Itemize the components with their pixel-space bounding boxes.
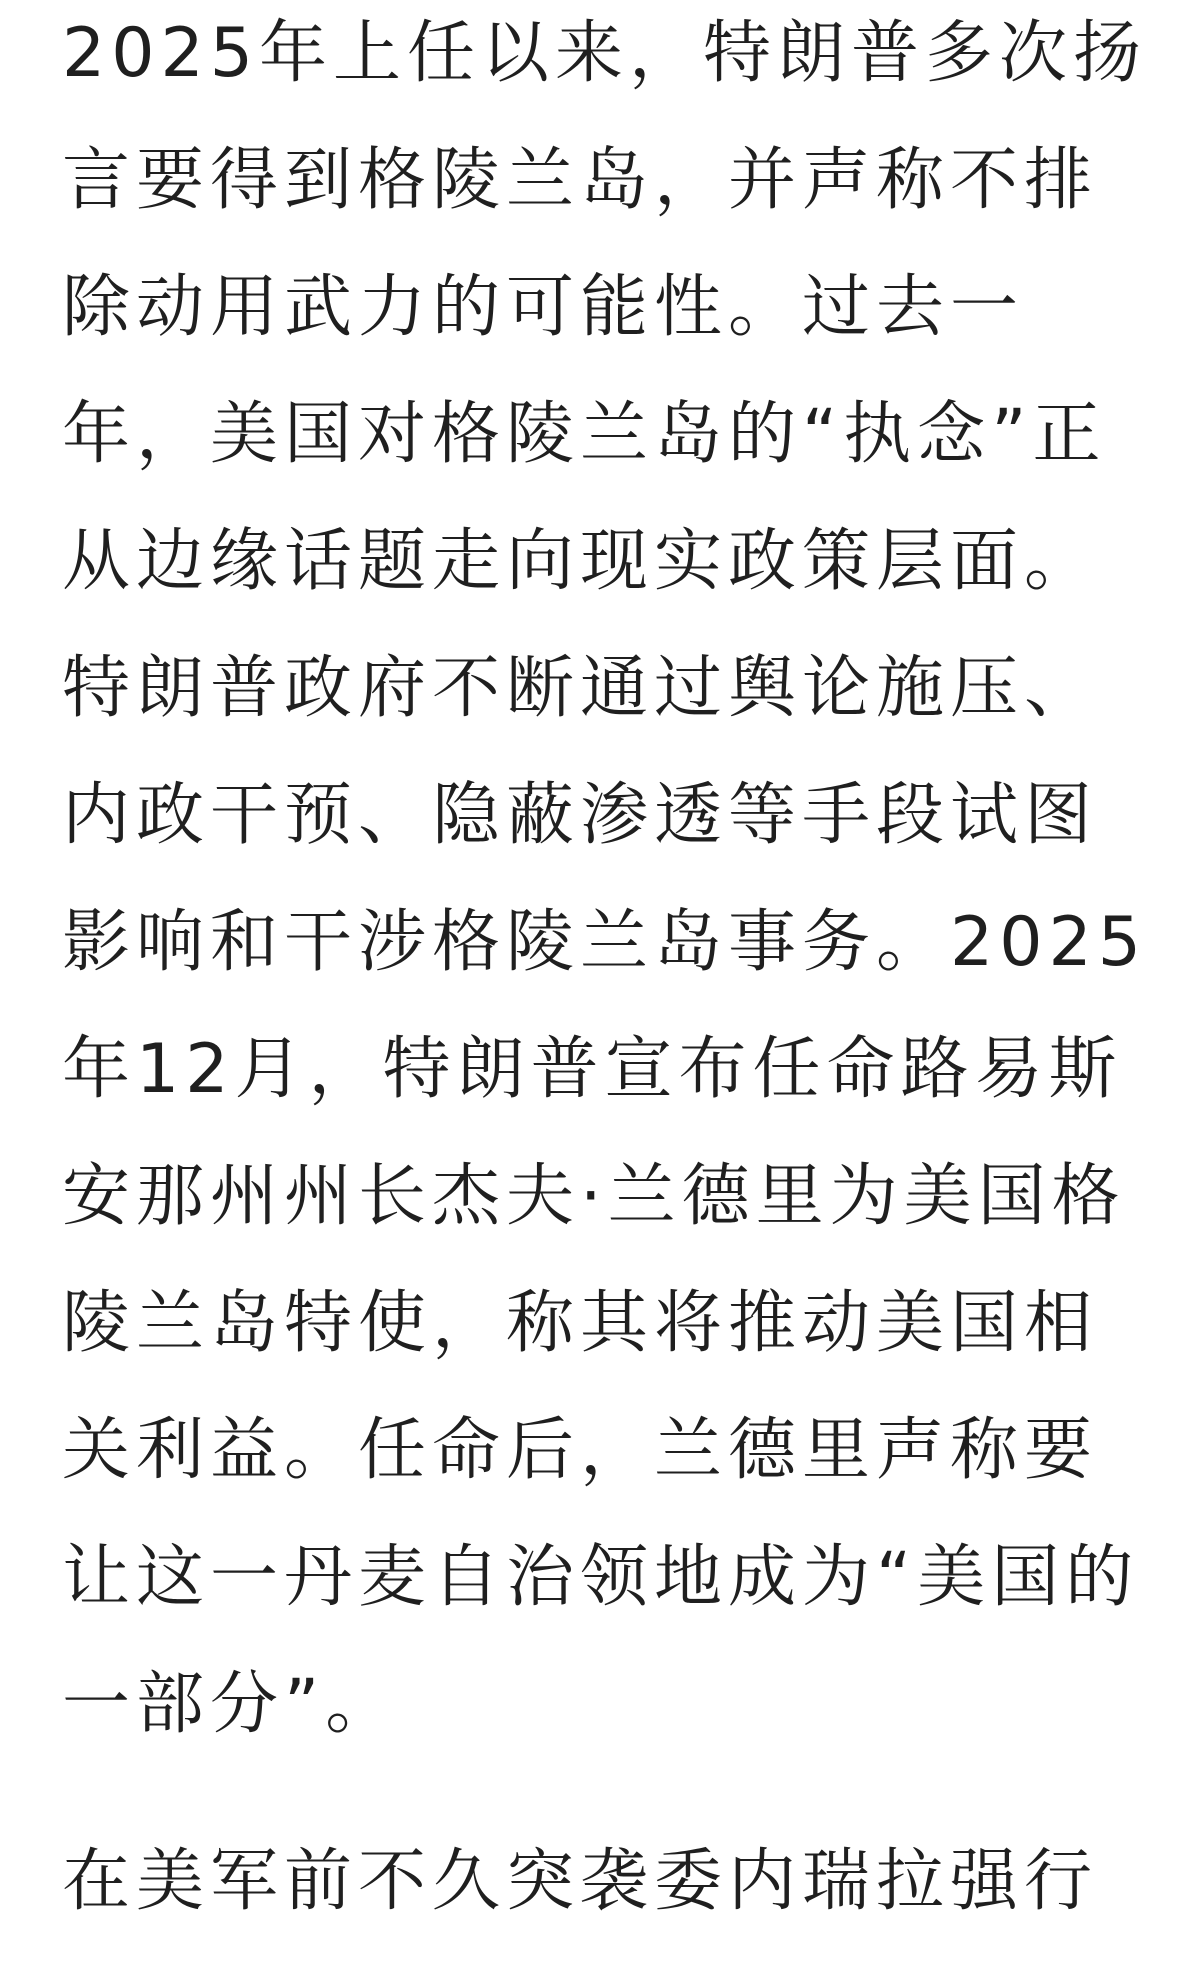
text-line: 一部分”。 — [62, 1665, 400, 1744]
text-line: 年，美国对格陵兰岛的“执念”正 — [62, 395, 1107, 474]
text-line: 让这一丹麦自治领地成为“美国的 — [62, 1538, 1140, 1617]
text-line: 年12月，特朗普宣布任命路易斯 — [62, 1030, 1123, 1109]
text-line: 2025年上任以来，特朗普多次扬 — [62, 14, 1148, 93]
text-line: 影响和干涉格陵兰岛事务。2025 — [62, 903, 1148, 982]
paragraph-spacer — [62, 1768, 1122, 1818]
text-line: 特朗普政府不断通过舆论施压、 — [62, 649, 1099, 728]
text-line: 在美军前不久突袭委内瑞拉强行 — [62, 1842, 1099, 1921]
text-line: 除动用武力的可能性。过去一 — [62, 268, 1025, 347]
text-line: 内政干预、隐蔽渗透等手段试图 — [62, 776, 1099, 855]
text-line: 安那州州长杰夫·兰德里为美国格 — [62, 1157, 1126, 1236]
article-body — [62, 0, 1148, 1945]
text-line: 从边缘话题走向现实政策层面。 — [62, 522, 1099, 601]
text-line: 言要得到格陵兰岛，并声称不排 — [62, 141, 1099, 220]
paragraph-1 — [62, 0, 1148, 1768]
paragraph-2 — [62, 1818, 1122, 1945]
text-line: 关利益。任命后，兰德里声称要 — [62, 1411, 1099, 1490]
text-line: 陵兰岛特使，称其将推动美国相 — [62, 1284, 1099, 1363]
